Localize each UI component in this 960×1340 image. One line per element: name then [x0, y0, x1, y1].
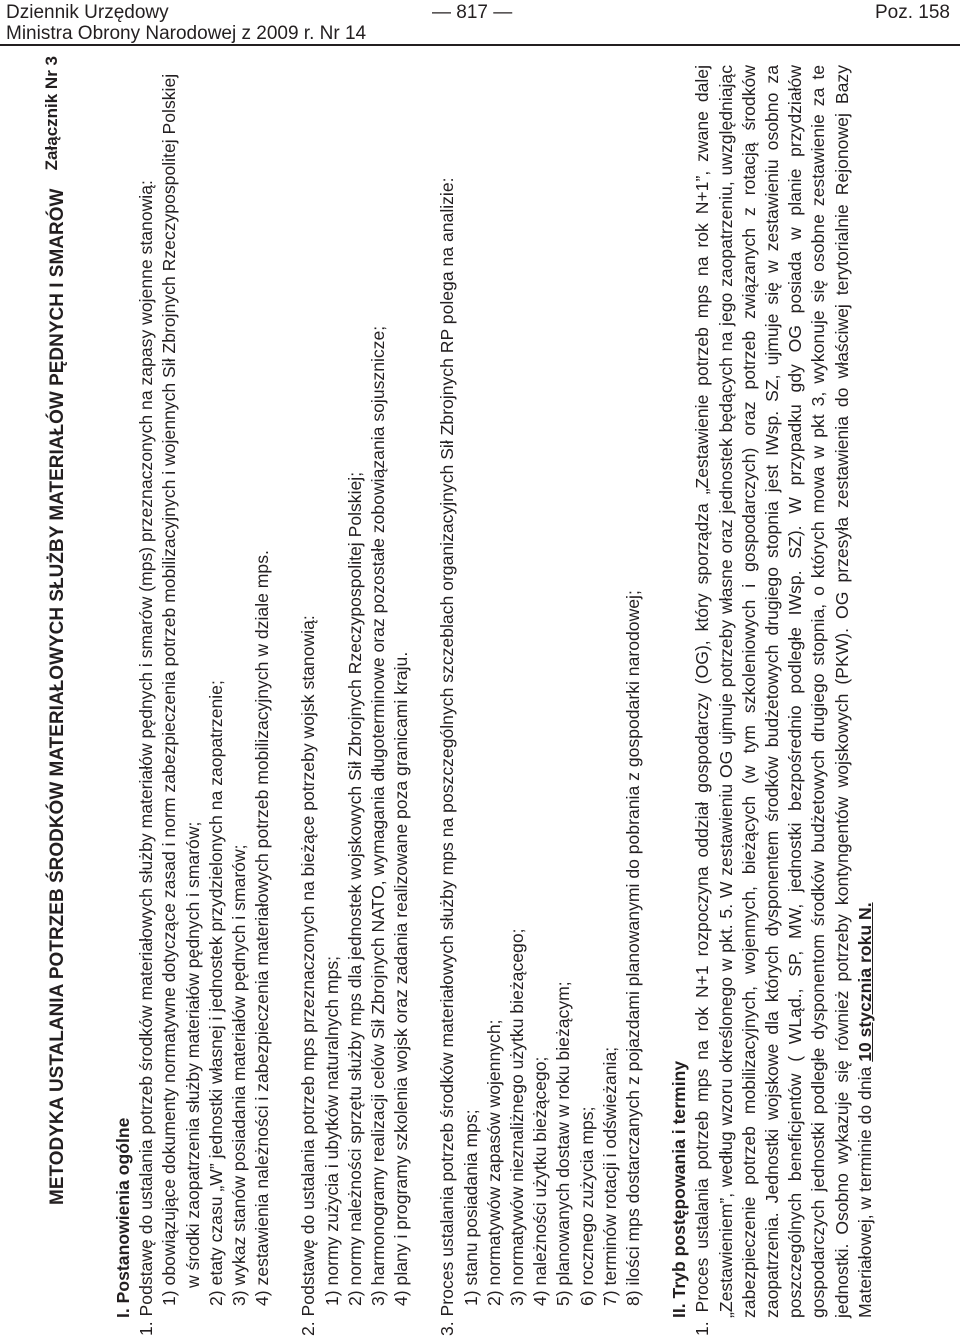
list-item: 2) etaty czasu „W” jednostki własnej i jednostek przydzielonych na zaopatrzenie; [205, 680, 226, 1306]
list-item: 2) normatywów zapasów wojennych; [483, 1019, 504, 1306]
paragraph: 1. Podstawę do ustalania potrzeb środków materiałowych służby materiałów pędnych i smarów (mps) przeznaczonych na zapasy wojenne stanowią: [136, 180, 157, 1336]
section-heading: I. Postanowienia ogólne [113, 1117, 133, 1318]
deadline-text: 10 stycznia roku N. [854, 902, 875, 1062]
position-number: Poz. 158 [875, 2, 950, 23]
list-item: 8) ilości mps dostarczanych z pojazdami planowanymi do pobrania z gospodarki narodowej; [623, 590, 644, 1306]
list-item: 7) terminów rotacji i odświeżania; [599, 1046, 620, 1306]
paragraph: 2. Podstawę do ustalania potrzeb mps przeznaczonych na bieżące potrzeby wojsk stanowią: [298, 615, 319, 1336]
page-number: — 817 — [432, 2, 513, 23]
list-item: 2) normy należności sprzętu służby mps dla jednostek wojskowych Sił Zbrojnych Rzeczypospolitej Polskiej; [344, 471, 365, 1306]
list-item: 4) należności użytku bieżącego; [530, 1056, 551, 1306]
page-header [0, 0, 960, 50]
header-rule [0, 44, 960, 46]
section-heading: II. Tryb postępowania i terminy [669, 1060, 690, 1318]
list-item: 6) rocznego zużycia mps; [576, 1106, 597, 1306]
list-item: 1) obowiązujące dokumenty normatywne dotyczące zasad i norm zabezpieczenia potrzeb mobilizacyjnych i wojennych Sił Zbrojnych Rzeczypospolitej Polskiej w środki zaopatrzenia służby materiałów pędnych i smarów; [159, 73, 203, 1306]
list-item: 5) planowanych dostaw w roku bieżącym; [553, 981, 574, 1306]
ministry-line: Ministra Obrony Narodowej z 2009 r. Nr 14 [6, 23, 367, 44]
document-body [112, 65, 877, 1340]
list-item: 4) zestawienia należności i zabezpieczenia materiałowych potrzeb mobilizacyjnych w dziale mps. [252, 550, 273, 1306]
rotated-page-area [40, 50, 960, 1340]
journal-title: Dziennik Urzędowy [6, 2, 169, 23]
paragraph [691, 65, 877, 1340]
document-title: METODYKA USTALANIA POTRZEB ŚRODKÓW MATERIAŁOWYCH SŁUŻBY MATERIAŁÓW PĘDNYCH I SMARÓW [47, 188, 68, 1205]
list-item: 1) normy zużycia i ubytków naturalnych mps; [321, 955, 342, 1306]
list-item: 3) wykaz stanów posiadania materiałów pędnych i smarów; [229, 844, 250, 1306]
rotated-page [40, 50, 960, 1340]
journal-info [6, 2, 366, 44]
annex-label: Załącznik Nr 3 [42, 56, 61, 171]
list-item: 3) normatywów nieznaliżnego użytku bieżącego; [507, 928, 528, 1306]
paragraph-text: 1. Proces ustalania potrzeb mps na rok N+1 rozpoczyna oddział gospodarczy (OG), który sporządza „Zestawienie potrzeb mps na rok N+1”, zwane dalej „Zestawieniem”, według wzoru określonego w pkt. 5. W zestawieniu OG ujmuje potrzeby własne oraz jednostek będących na jego zaopatrzeniu, uwzględniając zabezpieczenie potrzeb mobilizacyjnych, wojennych, bieżących (w tym szkoleniowych i gospodarczych) oraz potrzeb związanych z rotacją środków zaopatrzenia. Jednostki wojskowe dla których dysponentem środków budżetowych drugiego stopnia jest IWsp. SZ, ujmuje się w zestawieniu osobno za poszczególnych beneficjentów ( WLąd., SP, MW, jednostki bezpośrednio podległe IWsp. SZ). W przypadku gdy OG posiada w planie przydziałów gospodarczych jednostki podległe dysponentom środków budżetowych drugiego stopnia, o których mowa w pkt 3, wykonuje się osobne zestawienie za te jednostki. Osobno wykazuje się również potrzeby kontyngentów wojskowych (PKW). OG przesyła zestawienia do właściwej terytorialnie Rejonowej Bazy Materiałowej, w terminie do dnia [692, 65, 875, 1336]
list-item: 4) plany i programy szkolenia wojsk oraz zadania realizowane poza granicami kraju. [391, 651, 412, 1306]
paragraph: 3. Proces ustalania potrzeb środków materiałowych służby mps na poszczególnych szczeblach organizacyjnych Sił Zbrojnych RP polega na analizie: [437, 177, 458, 1336]
list-item: 3) harmonogramy realizacji celów Sił Zbrojnych NATO, wymagania długoterminowe oraz pozostałe zobowiązania sojusznicze; [368, 325, 389, 1306]
list-item: 1) stanu posiadania mps; [460, 1109, 481, 1306]
